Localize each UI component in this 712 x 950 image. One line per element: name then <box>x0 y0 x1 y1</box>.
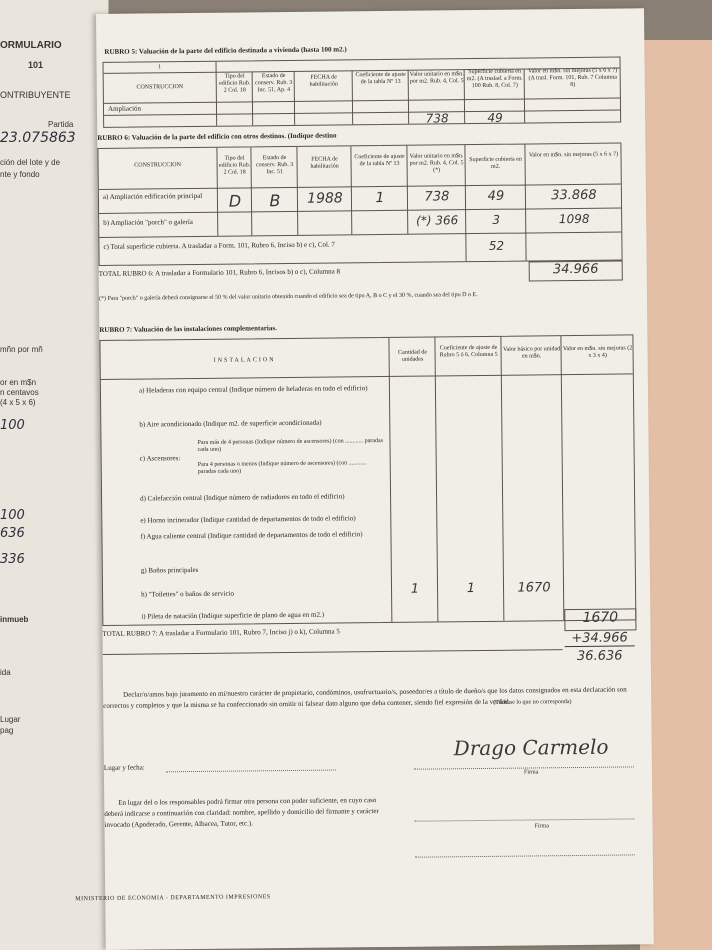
r6-row-b-valor: 1098 <box>558 211 590 227</box>
r7-header-cantidad: Cantidad de unidades <box>398 349 428 363</box>
declaration-text: Declar/o/amos bajo juramento en mi/nuestro carácter de propietario, condóminos, usufructuario/s, poseedor/es a título de dueño/s que los datos consignados en esta declaración son correctos y completos y que la misma se ha confeccionado sin omitir ni falsear dato alguno que deba contener, siendo fiel expresión de la verdad. <box>103 685 627 710</box>
r7-row-f-label: f) Agua caliente central (Indique cantidad de departamentos de todo el edificio) <box>140 530 363 541</box>
rubro7-table <box>99 334 636 626</box>
r7-row-e-label: e) Horno incinerador (Indique cantidad de departamentos de todo el edificio) <box>140 514 356 525</box>
r6-row-b-superficie: 3 <box>492 212 501 227</box>
lugar-fecha-line <box>166 770 336 773</box>
r5-row-label: Ampliación <box>107 104 142 113</box>
left-value-2: 100 <box>0 508 25 523</box>
centavos-label-2: n centavos <box>0 388 39 397</box>
r7-row-h-cantidad: 1 <box>410 581 420 597</box>
r6-total-sup-label: c) Total superficie cubierta. A trasladar a Form. 101, Rubro 6, Inciso b) e c), Col. 7 <box>103 240 335 251</box>
r6-header-construccion: CONSTRUCCION <box>134 162 181 169</box>
r5-header-valor: Valor en m$n. sin mejoras (5 x 6 x 7) (A trasl. Form. 101, Rub. 7 Columna 8) <box>527 67 618 89</box>
rubro7-total-value: 1670 <box>564 608 636 631</box>
left-value-4: 336 <box>0 552 25 567</box>
rubro7-total-label: TOTAL RUBRO 7: A trasladar a Formulario 101, Rubro 7, Inciso j) o k), Columna 5 <box>102 627 340 638</box>
r6-row-a-valor-unit: 738 <box>424 189 450 205</box>
r6-row-b-label: b) Ampliación "porch" o galería <box>103 217 193 227</box>
r6-header-fecha: FECHA de habilitación <box>310 156 339 170</box>
r7-row-b-label: b) Aire acondicionado (Indique m2. de superficie acondicionada) <box>139 418 322 429</box>
formulario-number: 101 <box>28 60 44 70</box>
r5-valor-unit-value: 738 <box>425 111 449 126</box>
r7-row-h-coef: 1 <box>466 581 476 597</box>
extra-line <box>415 854 635 857</box>
r7-row-i-label: i) Pileta de natación (Indique superficie de plano de agua en m2.) <box>141 610 325 621</box>
rubro6-note: (*) Para "porch" o galería deberá consignarse el 50 % del valor unitario obtenido cuando el edificio sea de tipo A, B o C y el 30 %, cuando sea del tipo D o E. <box>98 292 478 302</box>
firma2-line <box>414 818 634 821</box>
formulario-label: ORMULARIO <box>0 40 62 51</box>
r5-header-estado: Estado de conserv. Rub. 3 Inc. 51, Ap. 4 <box>255 73 293 94</box>
r6-header-coef: Coeficiente de ajuste de la tabla Nº 13 <box>354 153 405 168</box>
r5-header-superficie: Superficie cubierta en m2. (A traslad. a Form. 100 Rub. 8, Col. 7) <box>466 68 523 90</box>
pag-label: pag <box>0 726 14 735</box>
firma2-label: Firma <box>534 823 549 830</box>
r6-row-b-valor-unit: (*) 366 <box>416 213 459 228</box>
r6-header-estado: Estado de conserv. Rub. 3 Inc. 51 <box>255 155 294 176</box>
r7-row-d-label: d) Calefacción central (Indique número de radiadores en todo el edificio) <box>140 492 345 503</box>
r6-row-a-fecha: 1988 <box>307 190 343 207</box>
r7-row-h-label: h) "Toilettes" o baños de servicio <box>141 589 235 599</box>
r7-row-g-label: g) Baños principales <box>140 565 199 575</box>
r7-header-valor-basico: Valor básico por unidad en m$n. <box>502 346 561 360</box>
r7-row-c-label: c) Ascensores: <box>139 454 181 463</box>
r6-row-a-estado: B <box>269 191 281 211</box>
lugar-left-label: Lugar <box>0 715 21 724</box>
otra-persona-text: En lugar del o los responsables podrá firmar otra persona con poder suficiente, en cuyo caso deberá indicarse a continuación con claridad: nombre, apellido y domicilio del firmante y carácter invocado (Apoderado, Gerente, Albacea, Tutor, etc.). <box>104 796 379 829</box>
lugar-fecha-label: Lugar y fecha: <box>103 763 145 772</box>
r7-header-instalacion: INSTALACION <box>213 357 276 364</box>
r6-row-a-coef: 1 <box>375 189 385 207</box>
left-page-background <box>0 0 109 950</box>
partida-value: 23.075863 <box>0 130 76 146</box>
rubro6-total-label: TOTAL RUBRO 6: A trasladar a Formulario 101, Rubro 6, Incisos b) o c), Columna 8 <box>98 267 341 278</box>
r6-row-a-label: a) Ampliación edificación principal <box>102 191 203 201</box>
r6-header-valor-unit: Valor unitario en m$n. por m2. Rub. 4, Col. 5 (*) <box>409 153 464 174</box>
signature: Drago Carmelo <box>453 734 609 761</box>
left-value-3: 636 <box>0 526 25 541</box>
declaration-tache: (Táchese lo que no corresponda) <box>493 699 572 706</box>
r7-header-coef: Coeficiente de ajuste de Rubro 5 ó 6, Columna 5 <box>439 344 498 359</box>
r7-asc-1: Para más de 4 personas (Indique número de ascensores) (con ............ paradas cada uno) <box>197 438 383 453</box>
mano-label: mñn por mñ <box>0 345 43 354</box>
r6-row-a-tipo: D <box>228 191 242 211</box>
main-form-page <box>75 8 654 950</box>
r5-header-tipo: Tipo del edificio Rub. 2 Col. 18 <box>219 73 251 94</box>
sum-result: 36.636 <box>576 648 623 664</box>
r6-total-sup-value: 52 <box>488 238 505 253</box>
centavos-label-3: (4 x 5 x 6) <box>0 398 36 407</box>
centavos-label-1: or en m$n <box>0 378 37 387</box>
rubro6-table <box>97 143 622 266</box>
rubro6-title: RUBRO 6: Valuación de la parte del edificio con otros destinos. (Indique destino <box>97 131 337 142</box>
r5-header-construccion: CONSTRUCCION <box>136 84 184 91</box>
r7-asc-2: Para 4 personas o menos (Indique número de ascensores) (con ............ paradas cada uno) <box>197 460 367 475</box>
inmueb-label: inmueb <box>0 615 29 624</box>
firma-label: Firma <box>523 769 539 776</box>
lote-label: ción del lote y de <box>0 158 61 167</box>
sum-addend: +34.966 <box>564 630 634 647</box>
rubro6-total-value: 34.966 <box>529 260 623 281</box>
r7-row-h-valor-basico: 1670 <box>517 580 551 596</box>
rubro5-title: RUBRO 5: Valuación de la parte del edificio destinada a vivienda (hasta 100 m2.) <box>104 45 347 56</box>
contribuyente-label: ONTRIBUYENTE <box>0 90 71 100</box>
r5-colnum-1: 1 <box>158 64 162 71</box>
partida-label: Partida <box>48 120 74 129</box>
r5-header-valor-unit: Valor unitario en m$n. por m2. Rub. 4, Col. 5 <box>409 71 464 85</box>
left-value-1: 100 <box>0 418 25 433</box>
r6-row-a-valor: 33.868 <box>551 187 597 204</box>
r5-header-fecha: FECHA de habilitación <box>309 74 338 88</box>
r6-row-a-superficie: 49 <box>487 188 505 204</box>
r7-row-a-label: a) Heladeras con equipo central (Indique número de heladeras en todo el edificio) <box>138 384 368 395</box>
fondo-label: nte y fondo <box>0 170 40 179</box>
r5-header-coef: Coeficiente de ajuste de la tabla Nº 13 <box>355 71 406 86</box>
r5-superficie-value: 49 <box>487 110 503 125</box>
rubro5-table <box>103 57 622 128</box>
ida-label: ida <box>0 668 11 677</box>
footer-text: MINISTERIO DE ECONOMIA - DEPARTAMENTO IMPRESIONES <box>75 894 271 903</box>
r7-header-valor: Valor en m$n. sin mejoras (2 x 3 x 4) <box>562 345 633 359</box>
r6-header-valor: Valor en m$n. sin mejoras (5 x 6 x 7) <box>528 151 619 159</box>
r6-header-superficie: Superficie cubierta en m2. <box>469 156 522 170</box>
r6-header-tipo: Tipo del edificio Rub. 2 Col. 18 <box>218 155 251 176</box>
rubro7-title: RUBRO 7: Valuación de las instalaciones complementarias. <box>99 324 277 334</box>
